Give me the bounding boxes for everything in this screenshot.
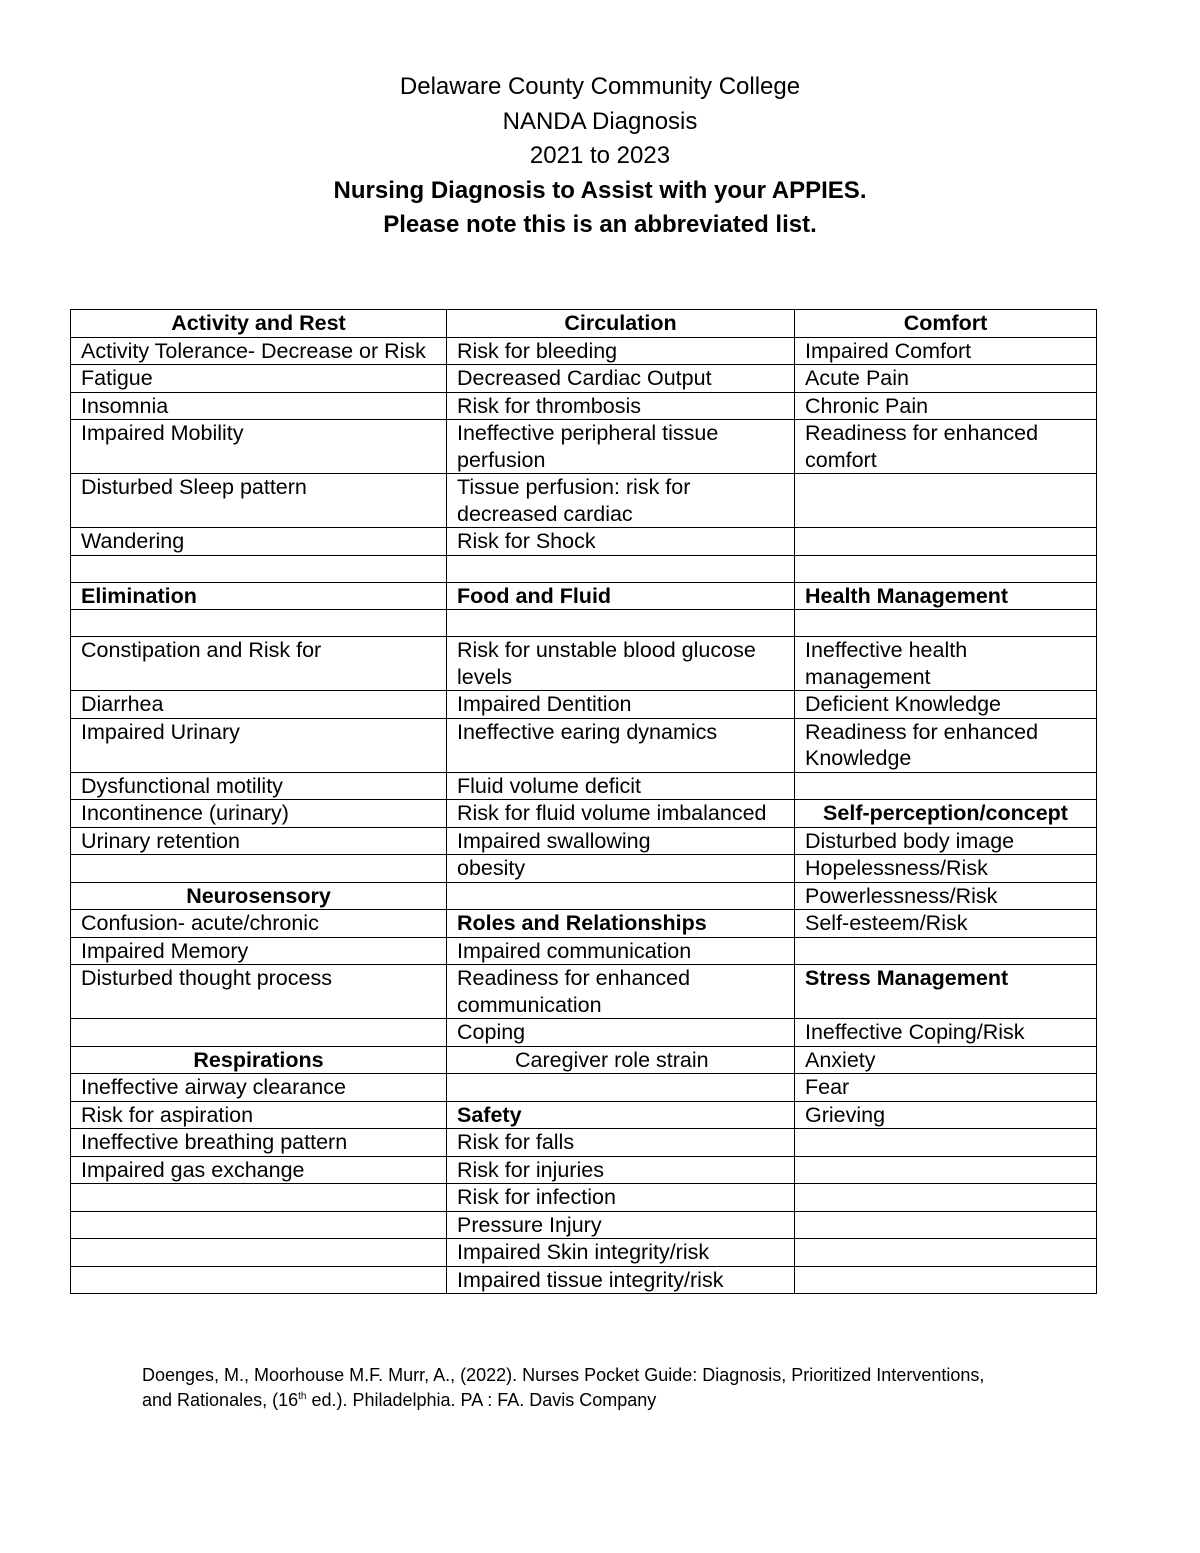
table-cell: Risk for fluid volume imbalanced (447, 800, 795, 828)
table-row (71, 800, 1097, 828)
reference-line-2 (142, 1388, 1082, 1413)
table-cell (795, 528, 1097, 556)
table-cell: Impaired Skin integrity/risk (447, 1239, 795, 1267)
table-cell: Coping (447, 1019, 795, 1047)
category-header-self-perception: Self-perception/concept (795, 800, 1097, 828)
table-cell (447, 610, 795, 637)
table-cell (795, 1129, 1097, 1157)
table-cell: Hopelessness/Risk (795, 855, 1097, 883)
table-row (71, 1074, 1097, 1102)
table-cell: Anxiety (795, 1046, 1097, 1074)
table-cell: Disturbed thought process (71, 965, 447, 1019)
table-cell (795, 1211, 1097, 1239)
table-cell (795, 610, 1097, 637)
table-cell (71, 1266, 447, 1294)
table-row (71, 1156, 1097, 1184)
table-cell: Ineffective peripheral tissue perfusion (447, 420, 795, 474)
table-row (71, 1046, 1097, 1074)
document-subject: NANDA Diagnosis (502, 107, 698, 135)
table-cell: Fear (795, 1074, 1097, 1102)
table-cell (71, 1019, 447, 1047)
table-cell: Decreased Cardiac Output (447, 365, 795, 393)
category-header-activity-rest: Activity and Rest (71, 310, 447, 338)
table-cell: Deficient Knowledge (795, 691, 1097, 719)
table-cell (795, 937, 1097, 965)
table-cell: Impaired gas exchange (71, 1156, 447, 1184)
category-header-elimination: Elimination (71, 582, 447, 610)
reference-citation (142, 1363, 1082, 1412)
table-row (71, 1129, 1097, 1157)
table-cell: Dysfunctional motility (71, 772, 447, 800)
table-cell: Fatigue (71, 365, 447, 393)
table-row (71, 772, 1097, 800)
table-cell: obesity (447, 855, 795, 883)
table-cell (795, 1156, 1097, 1184)
table-row (71, 855, 1097, 883)
table-cell: Impaired swallowing (447, 827, 795, 855)
table-cell (795, 772, 1097, 800)
table-row (71, 528, 1097, 556)
table-row (71, 1019, 1097, 1047)
table-cell: Risk for injuries (447, 1156, 795, 1184)
table-cell: Insomnia (71, 392, 447, 420)
table-row (71, 965, 1097, 1019)
table-cell: Risk for aspiration (71, 1101, 447, 1129)
table-cell: Ineffective Coping/Risk (795, 1019, 1097, 1047)
table-row (71, 1184, 1097, 1212)
table-cell: Readiness for enhanced communication (447, 965, 795, 1019)
table-cell: Self-esteem/Risk (795, 910, 1097, 938)
table-row (71, 310, 1097, 338)
table-cell: Ineffective health management (795, 637, 1097, 691)
table-cell: Risk for unstable blood glucose levels (447, 637, 795, 691)
table-cell: Diarrhea (71, 691, 447, 719)
table-cell: Impaired Memory (71, 937, 447, 965)
table-cell: Readiness for enhanced comfort (795, 420, 1097, 474)
table-cell: Risk for Shock (447, 528, 795, 556)
table-cell (71, 1239, 447, 1267)
table-cell: Impaired Dentition (447, 691, 795, 719)
table-cell: Disturbed body image (795, 827, 1097, 855)
table-cell (71, 610, 447, 637)
college-name: Delaware County Community College (399, 73, 801, 100)
table-row (71, 910, 1097, 938)
table-cell (71, 1184, 447, 1212)
category-header-food-fluid: Food and Fluid (447, 582, 795, 610)
table-row (71, 718, 1097, 772)
category-header-roles-relationships: Roles and Relationships (447, 910, 795, 938)
reference-line-2-suffix: ed.). Philadelphia. PA : FA. Davis Company (306, 1389, 657, 1410)
table-cell: Risk for thrombosis (447, 392, 795, 420)
table-cell: Impaired tissue integrity/risk (447, 1266, 795, 1294)
table-row (71, 474, 1097, 528)
category-header-health-management: Health Management (795, 582, 1097, 610)
table-cell (71, 555, 447, 582)
year-range: 2021 to 2023 (529, 142, 671, 169)
table-cell (71, 1211, 447, 1239)
table-row (71, 420, 1097, 474)
table-cell: Ineffective breathing pattern (71, 1129, 447, 1157)
page-header (0, 70, 1200, 243)
document-purpose: Nursing Diagnosis to Assist with your APPIES. (333, 176, 867, 204)
table-cell: Pressure Injury (447, 1211, 795, 1239)
table-cell (447, 555, 795, 582)
table-row (71, 637, 1097, 691)
table-cell: Wandering (71, 528, 447, 556)
table-cell: Fluid volume deficit (447, 772, 795, 800)
table-cell: Risk for infection (447, 1184, 795, 1212)
category-header-neurosensory: Neurosensory (71, 882, 447, 910)
table-cell: Powerlessness/Risk (795, 882, 1097, 910)
table-cell: Acute Pain (795, 365, 1097, 393)
category-header-safety: Safety (447, 1101, 795, 1129)
table-cell (795, 1266, 1097, 1294)
table-row (71, 691, 1097, 719)
table-cell: Urinary retention (71, 827, 447, 855)
table-cell: Ineffective earing dynamics (447, 718, 795, 772)
table-row (71, 610, 1097, 637)
table-cell (447, 882, 795, 910)
table-row (71, 1239, 1097, 1267)
table-row (71, 1266, 1097, 1294)
table-cell: Caregiver role strain (447, 1046, 795, 1074)
reference-line-2-prefix: and Rationales, (16 (142, 1389, 299, 1410)
table-cell: Activity Tolerance- Decrease or Risk (71, 337, 447, 365)
table-cell (795, 1184, 1097, 1212)
table-cell (795, 474, 1097, 528)
table-row (71, 1211, 1097, 1239)
table-row (71, 555, 1097, 582)
nanda-diagnosis-table (70, 309, 1097, 1294)
table-row (71, 392, 1097, 420)
table-cell: Incontinence (urinary) (71, 800, 447, 828)
table-cell: Impaired Comfort (795, 337, 1097, 365)
table-row (71, 582, 1097, 610)
table-cell: Grieving (795, 1101, 1097, 1129)
table-row (71, 1101, 1097, 1129)
table-cell: Risk for falls (447, 1129, 795, 1157)
table-cell: Readiness for enhanced Knowledge (795, 718, 1097, 772)
table-cell: Impaired Mobility (71, 420, 447, 474)
table-cell (71, 855, 447, 883)
table-cell: Ineffective airway clearance (71, 1074, 447, 1102)
ordinal-suffix: th (298, 1390, 307, 1402)
reference-line-1: Doenges, M., Moorhouse M.F. Murr, A., (2022). Nurses Pocket Guide: Diagnosis, Prioritized Interventions, (142, 1365, 985, 1385)
table-row (71, 365, 1097, 393)
table-cell (447, 1074, 795, 1102)
table-row (71, 882, 1097, 910)
table-cell: Impaired communication (447, 937, 795, 965)
category-header-respirations: Respirations (71, 1046, 447, 1074)
table-row (71, 827, 1097, 855)
category-header-comfort: Comfort (795, 310, 1097, 338)
table-cell: Impaired Urinary (71, 718, 447, 772)
table-row (71, 337, 1097, 365)
table-cell (795, 555, 1097, 582)
table-cell: Constipation and Risk for (71, 637, 447, 691)
table-cell: Disturbed Sleep pattern (71, 474, 447, 528)
table-cell: Tissue perfusion: risk for decreased cardiac (447, 474, 795, 528)
abbreviated-note: Please note this is an abbreviated list. (383, 211, 817, 238)
table-cell: Confusion- acute/chronic (71, 910, 447, 938)
category-header-stress-management: Stress Management (795, 965, 1097, 1019)
table-cell: Risk for bleeding (447, 337, 795, 365)
table-cell (795, 1239, 1097, 1267)
category-header-circulation: Circulation (447, 310, 795, 338)
table-cell: Chronic Pain (795, 392, 1097, 420)
table-row (71, 937, 1097, 965)
